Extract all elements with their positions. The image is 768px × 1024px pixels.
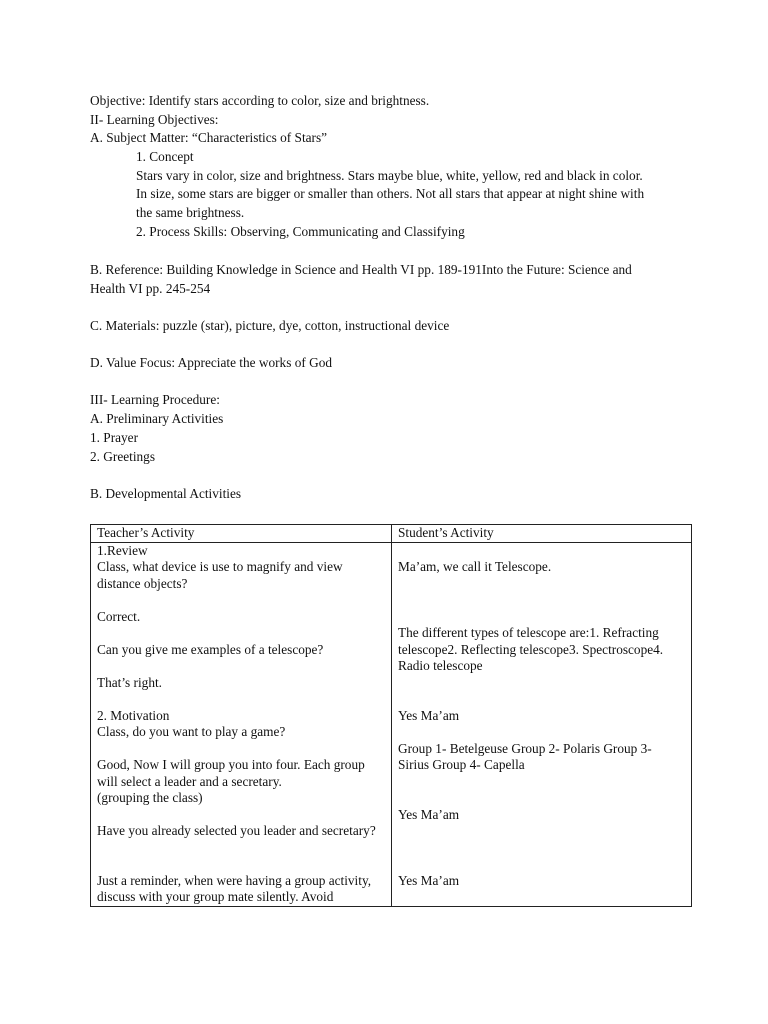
correct-remark: Correct. xyxy=(97,608,141,624)
motivation-heading: 2. Motivation xyxy=(97,707,170,723)
concept-heading: 1. Concept xyxy=(136,149,194,164)
groups-answer: Group 1- Betelgeuse Group 2- Polaris Group 3- Sirius Group 4- Capella xyxy=(398,740,652,772)
group-instruction: Good, Now I will group you into four. Each group will select a leader and a secretary. xyxy=(97,757,365,789)
review-question: Class, what device is use to magnify and view distance objects? xyxy=(97,559,343,591)
thats-right-remark: That’s right. xyxy=(97,674,162,690)
value-focus-text: D. Value Focus: Appreciate the works of God xyxy=(90,355,333,370)
preliminary-heading: A. Preliminary Activities xyxy=(90,411,224,426)
student-activity-cell xyxy=(392,542,692,906)
developmental-heading: B. Developmental Activities xyxy=(90,486,242,501)
teacher-column-header: Teacher’s Activity xyxy=(91,525,392,543)
table-row xyxy=(91,542,692,906)
game-answer: Yes Ma’am xyxy=(398,707,460,723)
materials-text: C. Materials: puzzle (star), picture, dye, cotton, instructional device xyxy=(90,318,450,333)
game-question: Class, do you want to play a game? xyxy=(97,724,286,739)
table-header-row xyxy=(91,525,692,543)
reminder-answer: Yes Ma’am xyxy=(398,872,460,888)
activity-table xyxy=(90,524,692,907)
objective-text: Objective: Identify stars according to color, size and brightness. xyxy=(90,93,430,108)
student-column-header: Student’s Activity xyxy=(392,525,692,543)
concept-line: the same brightness. xyxy=(136,205,245,220)
telescope-answer: Ma’am, we call it Telescope. xyxy=(398,559,552,574)
subject-matter: A. Subject Matter: “Characteristics of Stars” xyxy=(90,130,328,145)
teacher-activity-cell xyxy=(91,542,392,906)
concept-line: Stars vary in color, size and brightness. Stars maybe blue, white, yellow, red and black in color. xyxy=(136,168,643,183)
review-heading: 1.Review xyxy=(97,542,148,558)
leader-answer: Yes Ma’am xyxy=(398,806,460,822)
concept-line: In size, some stars are bigger or smaller than others. Not all stars that appear at night shine with xyxy=(136,186,645,201)
procedure-heading: III- Learning Procedure: xyxy=(90,392,220,407)
reference-line: B. Reference: Building Knowledge in Science and Health VI pp. 189-191Into the Future: Science and xyxy=(90,262,632,277)
reminder-text: Just a reminder, when were having a group activity, discuss with your group mate silently. Avoid xyxy=(97,872,372,904)
telescope-types-answer: The different types of telescope are:1. Refracting telescope2. Reflecting telescope3. Spectroscope4. Radio telescope xyxy=(398,625,664,673)
process-skills: 2. Process Skills: Observing, Communicating and Classifying xyxy=(136,224,465,239)
preliminary-item-greetings: 2. Greetings xyxy=(90,449,155,464)
grouping-note: (grouping the class) xyxy=(97,790,203,805)
learning-objectives-heading: II- Learning Objectives: xyxy=(90,112,219,127)
reference-line: Health VI pp. 245-254 xyxy=(90,281,211,296)
leader-question: Have you already selected you leader and secretary? xyxy=(97,823,376,838)
examples-question: Can you give me examples of a telescope? xyxy=(97,641,324,657)
preliminary-item-prayer: 1. Prayer xyxy=(90,430,138,445)
